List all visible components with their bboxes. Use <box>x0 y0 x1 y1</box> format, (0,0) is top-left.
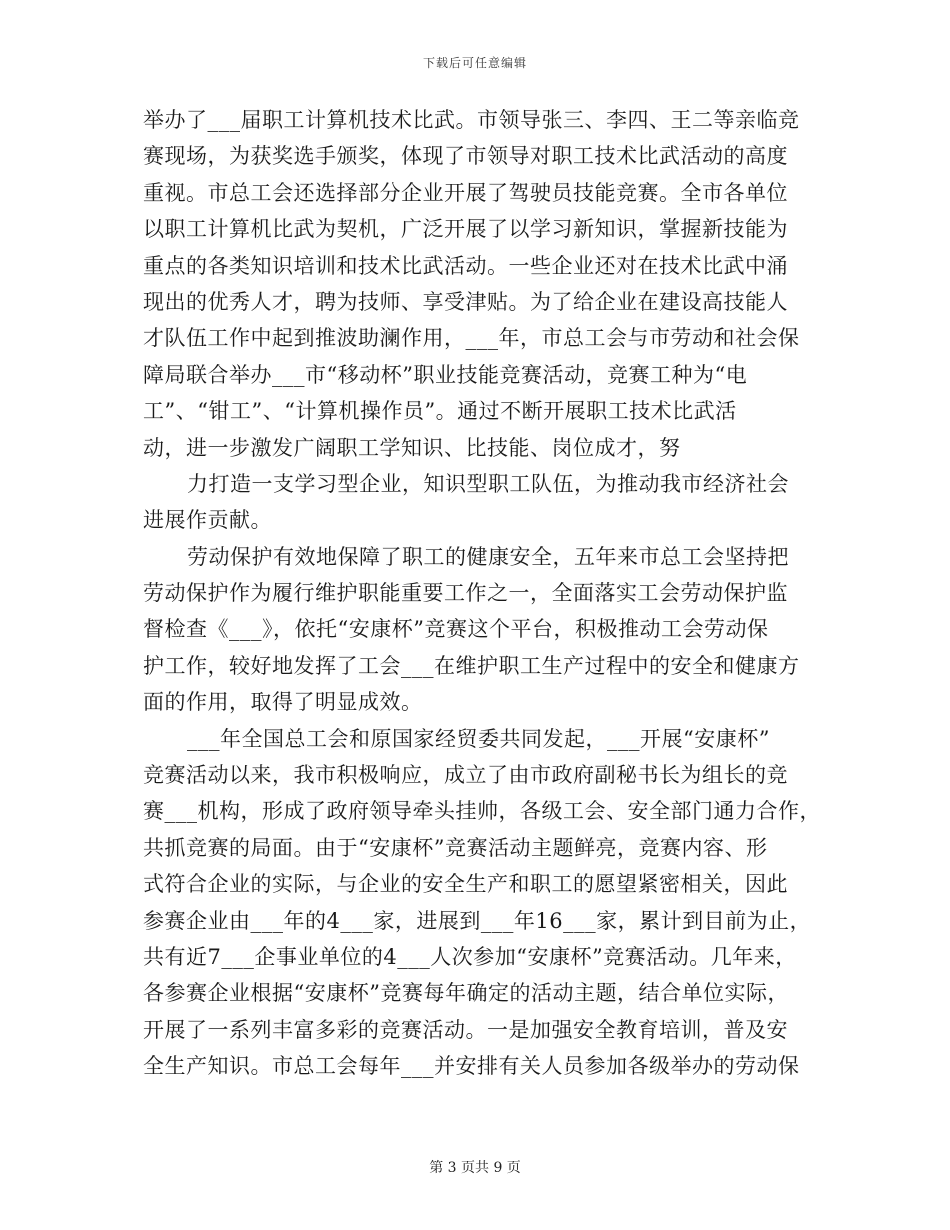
text-line: 举办了___届职工计算机技术比武。市领导张三、李四、王二等亲临竞 <box>143 108 800 132</box>
text-line: 式符合企业的实际，与企业的安全生产和职工的愿望紧密相关，因此 <box>143 872 788 897</box>
text-line: 竞赛活动以来，我市积极响应，成立了由市政府副秘书长为组长的竞 <box>143 763 788 788</box>
text-line: 共抓竞赛的局面。由于“安康杯”竞赛活动主题鲜亮，竞赛内容、形 <box>143 835 768 860</box>
text-line: 障局联合举办___市“移动杯”职业技能竞赛活动，竞赛工种为“电 <box>143 362 748 387</box>
text-line: 重视。市总工会还选择部分企业开展了驾驶员技能竞赛。全市各单位 <box>143 180 788 205</box>
text-line: 全生产知识。市总工会每年___并安排有关人员参加各级举办的劳动保 <box>143 1054 800 1079</box>
text-line: 现出的优秀人才，聘为技师、享受津贴。为了给企业在建设高技能人 <box>143 289 788 314</box>
text-line: 共有近7___企事业单位的4___人次参加“安康杯”竞赛活动。几年来， <box>143 944 797 969</box>
page-footer: 第 3 页共 9 页 <box>429 1160 521 1176</box>
text-line: 开展了一系列丰富多彩的竞赛活动。一是加强安全教育培训，普及安 <box>143 1017 788 1042</box>
text-line: 护工作，较好地发挥了工会___在维护职工生产过程中的安全和健康方 <box>143 653 800 678</box>
text-line: 赛___机构，形成了政府领导牵头挂帅，各级工会、安全部门通力合作， <box>143 799 821 824</box>
text-line: 进展作贡献。 <box>143 508 272 533</box>
text-line: 各参赛企业根据“安康杯”竞赛每年确定的活动主题，结合单位实际， <box>143 981 789 1006</box>
text-line: 重点的各类知识培训和技术比武活动。一些企业还对在技术比武中涌 <box>143 253 788 278</box>
page-header: 下载后可任意编辑 <box>422 56 527 70</box>
text-line: 劳动保护有效地保障了职工的健康安全，五年来市总工会坚持把 <box>187 544 789 569</box>
text-line: 力打造一支学习型企业，知识型职工队伍，为推动我市经济社会 <box>187 471 789 496</box>
text-line: 面的作用，取得了明显成效。 <box>143 690 423 715</box>
text-line: 赛现场，为获奖选手颁奖，体现了市领导对职工技术比武活动的高度 <box>143 144 788 169</box>
text-line: 劳动保护作为履行维护职能重要工作之一，全面落实工会劳动保护监 <box>143 581 788 606</box>
text-line: 工”、“钳工”、“计算机操作员”。通过不断开展职工技术比武活 <box>143 399 737 424</box>
text-line: ___年全国总工会和原国家经贸委共同发起，___开展“安康杯” <box>187 726 770 751</box>
text-line: 以职工计算机比武为契机，广泛开展了以学习新知识，掌握新技能为 <box>143 217 788 242</box>
text-line: 才队伍工作中起到推波助澜作用，___年，市总工会与市劳动和社会保 <box>143 326 800 351</box>
document-body <box>143 102 821 1085</box>
text-line: 参赛企业由___年的4___家，进展到___年16___家，累计到目前为止， <box>143 908 812 933</box>
text-line: 动，进一步激发广阔职工学知识、比技能、岗位成才，努 <box>143 435 681 460</box>
text-line: 督检查《___》，依托“安康杯”竞赛这个平台，积极推动工会劳动保 <box>143 617 769 642</box>
